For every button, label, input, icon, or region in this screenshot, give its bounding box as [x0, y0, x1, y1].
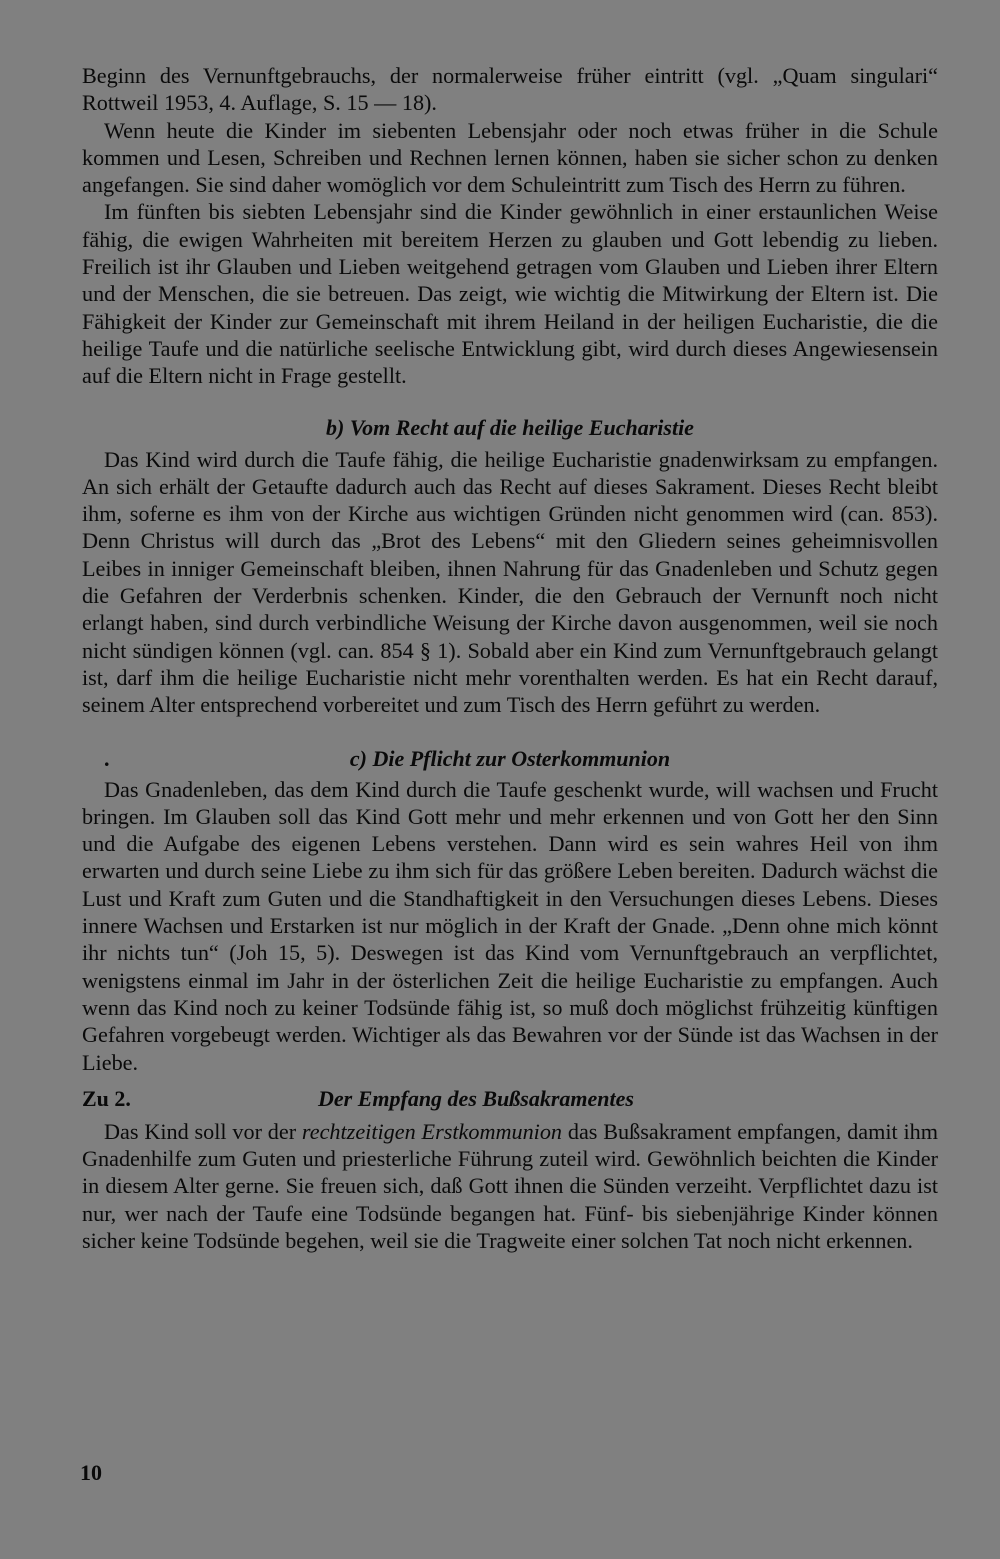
section-heading-zu2: Der Empfang des Bußsakramentes	[318, 1085, 634, 1111]
section-heading-zu2-wrapper	[82, 1085, 938, 1112]
paragraph-faith-ability: Im fünften bis siebten Lebensjahr sind die Kinder gewöhnlich in einer erstaunlichen Weise fähig, die ewigen Wahrheiten mit bereitem Herzen zu glauben und Gott lebendig zu lieben. Freilich ist ihr Glauben und Lieben weitgehend getragen vom Glauben und Lieben ihrer Eltern und der Menschen, die sie betreuen. Das zeigt, wie wichtig die Mitwirkung der Eltern ist. Die Fähigkeit der Kinder zur Gemeinschaft mit ihrem Heiland in der heiligen Eucharistie, die die heilige Taufe und die natürliche seelische Entwicklung gibt, wird durch dieses Angewiesensein auf die Eltern nicht in Frage gestellt.	[82, 199, 938, 389]
section-number: Zu 2.	[82, 1085, 131, 1111]
confession-text-rest: das Bußsakrament empfangen, damit ihm Gnadenhilfe zum Guten und priesterliche Führung zuteil wird. Gewöhnlich beichten die Kinder in diesem Alter gerne. Sie freuen sich, daß Gott ihnen die Sünden verzeiht. Verpflichtet dazu ist nur, wer nach der Taufe eine Todsünde begangen hat. Fünf- bis siebenjährige Kinder können sicher keine Todsünde begehen, weil sie die Tragweite einer solchen Tat noch nicht erkennen.	[82, 1118, 938, 1253]
section-heading-c: c) Die Pflicht zur Osterkommunion	[349, 745, 671, 771]
paragraph-right-to-eucharist: Das Kind wird durch die Taufe fähig, die heilige Eucharistie gnadenwirksam zu empfangen. An sich erhält der Getaufte dadurch auch das Recht auf dieses Sakrament. Dieses Recht bleibt ihm, soferne es ihm von der Kirche aus wichtigen Gründen nicht genommen wird (can. 853). Denn Christus will durch das „Brot des Lebens“ mit den Gliedern seines geheimnisvollen Leibes in inniger Gemeinschaft bleiben, ihnen Nahrung für das Gnadenleben und Schutz gegen die Gefahren der Verderbnis schenken. Kinder, die den Gebrauch der Vernunft noch nicht erlangt haben, sind durch verbindliche Weisung der Kirche davon ausgenommen, weil sie noch nicht sündigen können (vgl. can. 854 § 1). Sobald aber ein Kind zum Vernunftgebrauch gelangt ist, darf ihm die heilige Eucharistie nicht mehr vorenthalten werden. Es hat ein Recht darauf, seinem Alter entsprechend vorbereitet und zum Tisch des Herrn geführt zu werden.	[82, 446, 938, 718]
stray-mark: .	[104, 745, 110, 771]
section-heading-b: b) Vom Recht auf die heilige Eucharistie	[326, 414, 694, 440]
paragraph-confession	[82, 1118, 938, 1254]
paragraph-school-age: Wenn heute die Kinder im siebenten Lebensjahr oder noch etwas früher in die Schule kommen und Lesen, Schreiben und Rechnen lernen können, haben sie sicher schon zu denken angefangen. Sie sind daher womöglich vor dem Schuleintritt zum Tisch des Herrn zu führen.	[82, 117, 938, 198]
page-body	[82, 62, 938, 1254]
confession-emphasis: rechtzeitigen Erstkommunion	[301, 1118, 563, 1144]
confession-text-start: Das Kind soll vor der	[104, 1118, 302, 1144]
paragraph-continuation: Beginn des Vernunftgebrauchs, der normalerweise früher eintritt (vgl. „Quam singulari“ Rottweil 1953, 4. Auflage, S. 15 — 18).	[82, 63, 938, 116]
section-heading-c-wrapper	[82, 745, 938, 772]
paragraph-easter-communion: Das Gnadenleben, das dem Kind durch die Taufe geschenkt wurde, will wachsen und Frucht bringen. Im Glauben soll das Kind Gott mehr und mehr erkennen und von Gott her den Sinn und die Aufgabe des eigenen Lebens verstehen. Dann wird es sein wahres Heil von ihm erwarten und durch seine Liebe zu ihm sich für das größere Leben bereiten. Dadurch wächst die Lust und Kraft zum Guten und die Standhaftigkeit in den Versuchungen dieses Lebens. Dieses innere Wachsen und Erstarken ist nur möglich in der Kraft der Gnade. „Denn ohne mich könnt ihr nichts tun“ (Joh 15, 5). Deswegen ist das Kind vom Vernunftgebrauch an verpflichtet, wenigstens einmal im Jahr in der österlichen Zeit die heilige Eucharistie zu empfangen. Auch wenn das Kind noch zu keiner Todsünde fähig ist, so muß doch möglichst frühzeitig künftigen Gefahren vorgebeugt werden. Wichtiger als das Bewahren vor der Sünde ist das Wachsen in der Liebe.	[82, 776, 938, 1075]
page-number: 10	[80, 1460, 102, 1485]
